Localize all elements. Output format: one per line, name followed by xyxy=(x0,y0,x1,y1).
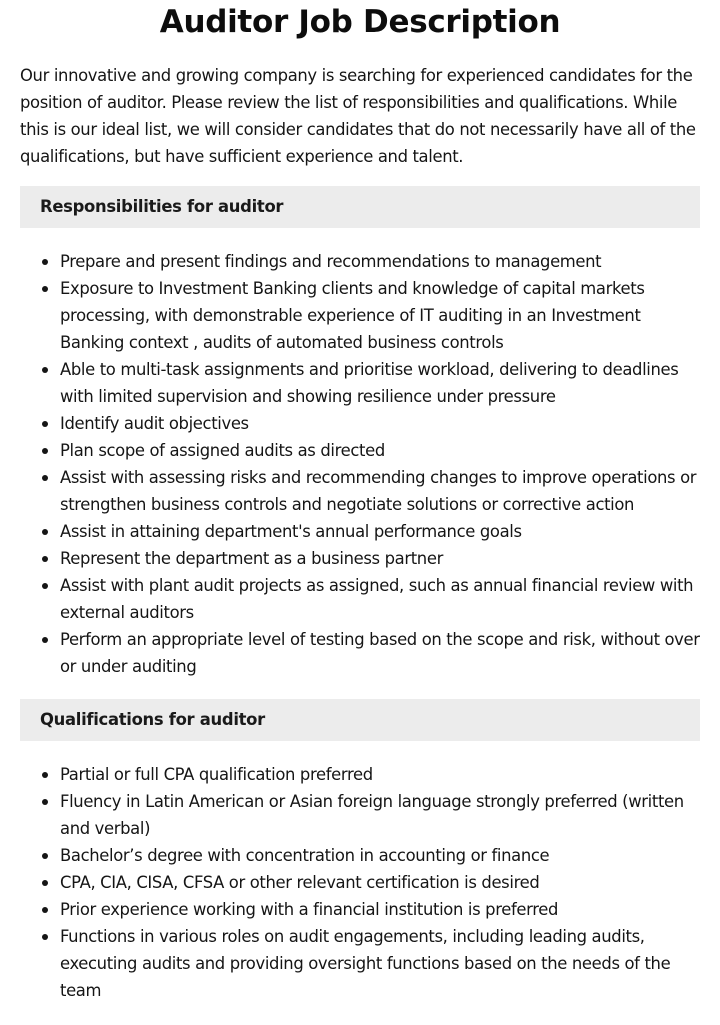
list-item: Assist with assessing risks and recommending changes to improve operations or strengthen business controls and negotiate solutions or corrective action xyxy=(60,464,700,518)
responsibilities-heading: Responsibilities for auditor xyxy=(20,186,700,228)
list-item: Partial or full CPA qualification preferred xyxy=(60,761,700,788)
list-item: Prepare and present findings and recommendations to management xyxy=(60,248,700,275)
list-item: Prior experience working with a financial institution is preferred xyxy=(60,896,700,923)
list-item: CPA, CIA, CISA, CFSA or other relevant certification is desired xyxy=(60,869,700,896)
qualifications-heading: Qualifications for auditor xyxy=(20,699,700,741)
list-item: Plan scope of assigned audits as directed xyxy=(60,437,700,464)
qualifications-list xyxy=(20,761,700,1004)
list-item: Identify audit objectives xyxy=(60,410,700,437)
list-item: Exposure to Investment Banking clients and knowledge of capital markets processing, with demonstrable experience of IT auditing in an Investment Banking context , audits of automated business controls xyxy=(60,275,700,356)
responsibilities-list xyxy=(20,248,700,680)
list-item: Bachelor’s degree with concentration in accounting or finance xyxy=(60,842,700,869)
list-item: Assist in attaining department's annual performance goals xyxy=(60,518,700,545)
list-item: Functions in various roles on audit engagements, including leading audits, executing audits and providing oversight functions based on the needs of the team xyxy=(60,923,700,1004)
intro-paragraph: Our innovative and growing company is searching for experienced candidates for the position of auditor. Please review the list of responsibilities and qualifications. While this is our ideal list, we will consider candidates that do not necessarily have all of the qualifications, but have sufficient experience and talent. xyxy=(20,66,696,166)
list-item: Represent the department as a business partner xyxy=(60,545,700,572)
page-title: Auditor Job Description xyxy=(159,4,561,40)
list-item: Assist with plant audit projects as assigned, such as annual financial review with external auditors xyxy=(60,572,700,626)
list-item: Perform an appropriate level of testing based on the scope and risk, without over or under auditing xyxy=(60,626,700,680)
list-item: Able to multi-task assignments and prioritise workload, delivering to deadlines with limited supervision and showing resilience under pressure xyxy=(60,356,700,410)
list-item: Fluency in Latin American or Asian foreign language strongly preferred (written and verbal) xyxy=(60,788,700,842)
